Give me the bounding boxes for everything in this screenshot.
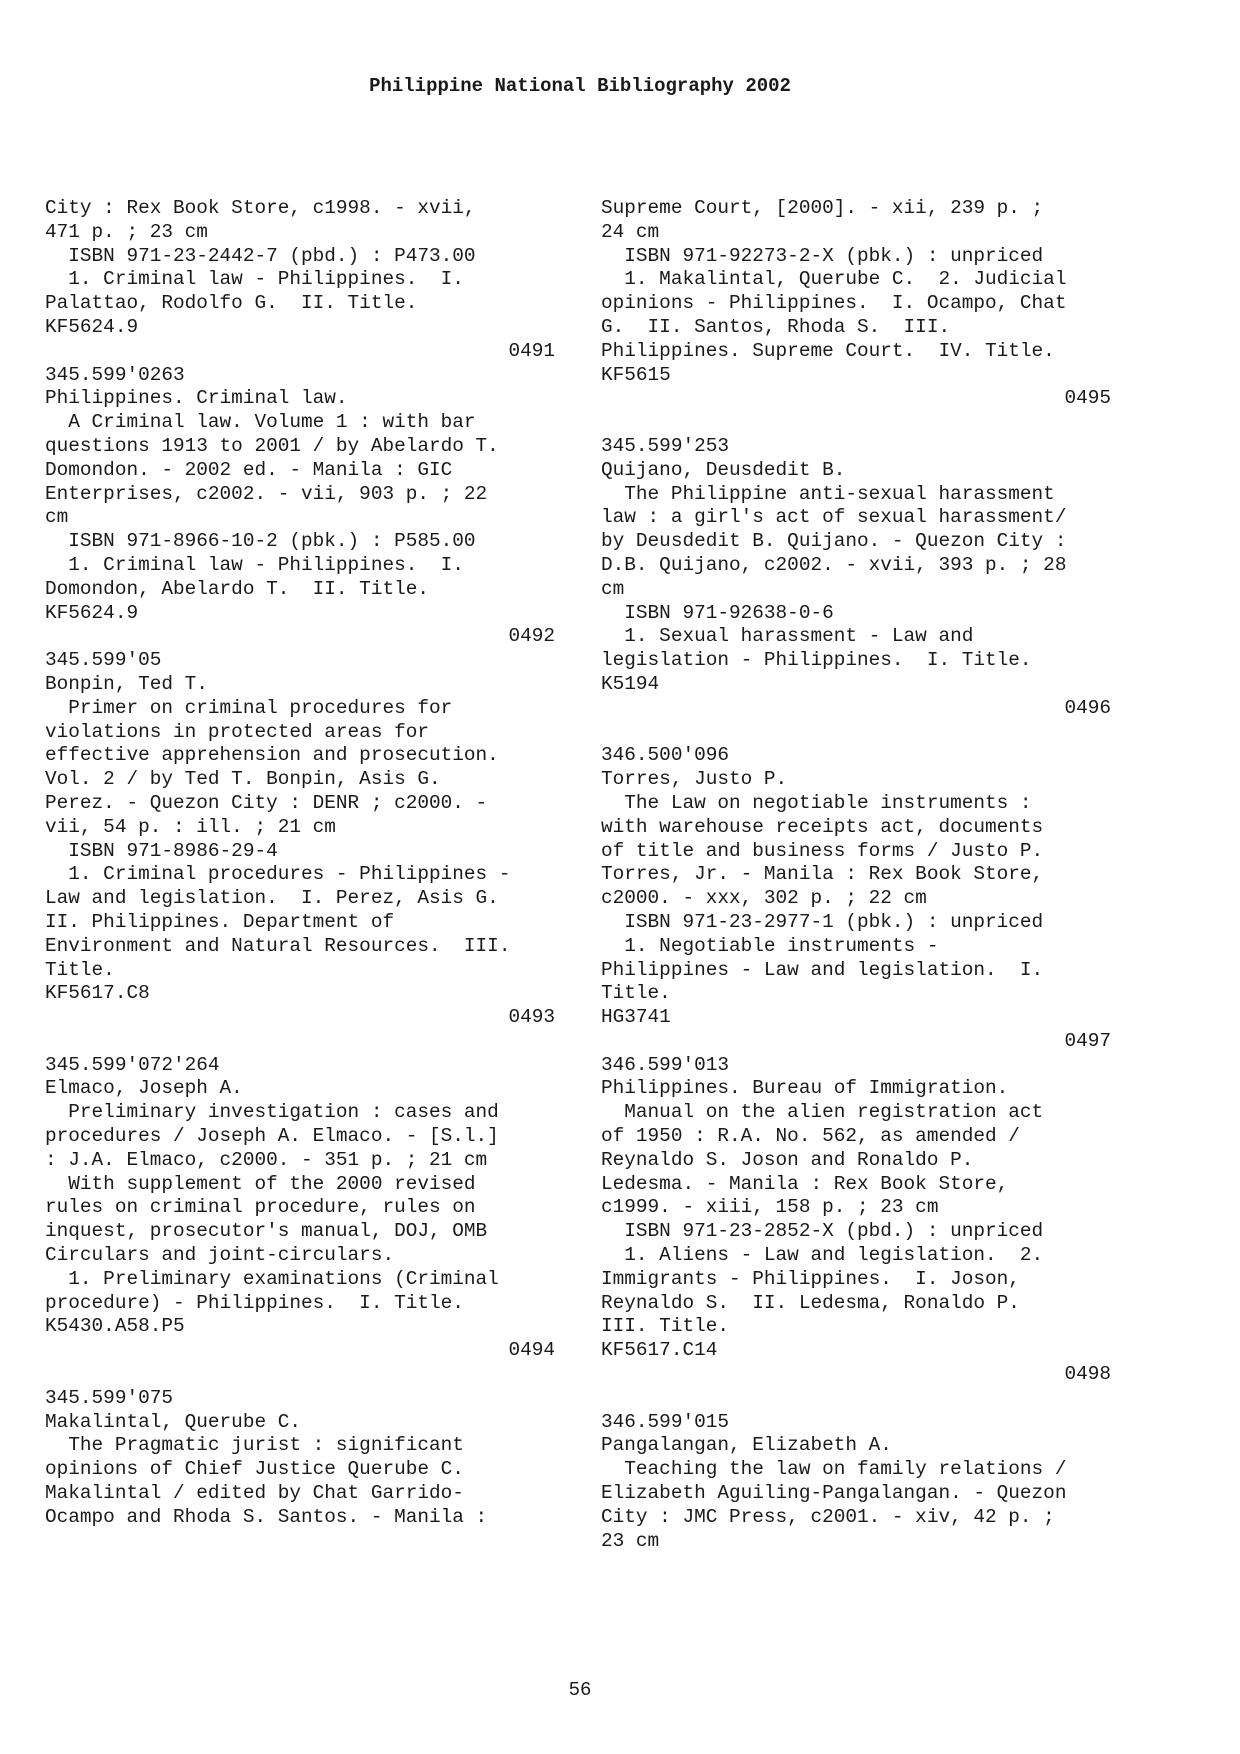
entry-line: rules on criminal procedure, rules on	[45, 1196, 476, 1219]
entry-line: II. Philippines. Department of	[45, 910, 395, 933]
entry-line: Philippines. Bureau of Immigration.	[601, 1077, 1009, 1100]
entry-line: of title and business forms / Justo P.	[601, 839, 1044, 862]
entry-line: 346.599'015	[601, 1410, 729, 1433]
entry-line: Pangalangan, Elizabeth A.	[601, 1434, 892, 1457]
entry-line: 345.599'075	[45, 1386, 173, 1409]
entry-line: Elizabeth Aguiling-Pangalangan. - Quezon	[601, 1482, 1067, 1505]
entry-line: effective apprehension and prosecution.	[45, 744, 499, 767]
entry-line: Bonpin, Ted T.	[45, 672, 208, 695]
page-title: Philippine National Bibliography 2002	[369, 75, 791, 97]
entry-line: 346.500'096	[601, 744, 729, 767]
entry-line: 1. Negotiable instruments -	[601, 934, 939, 957]
entry-line: 345.599'0263	[45, 363, 185, 386]
entry-line: 1. Criminal law - Philippines. I.	[45, 553, 464, 576]
entry-line: KF5617.C8	[45, 982, 150, 1005]
entry-line: 345.599'05	[45, 649, 162, 672]
entry-line: Elmaco, Joseph A.	[45, 1077, 243, 1100]
entry-line: cm	[601, 577, 625, 600]
entry-line: questions 1913 to 2001 / by Abelardo T.	[45, 434, 499, 457]
entry-line: 345.599'253	[601, 434, 729, 457]
entry-line: City : JMC Press, c2001. - xiv, 42 p. ;	[601, 1505, 1055, 1528]
entry-number: 0491	[508, 339, 555, 362]
entry-line: Manual on the alien registration act	[601, 1101, 1044, 1124]
entry-line: KF5615	[601, 363, 671, 386]
entry-line: 1. Aliens - Law and legislation. 2.	[601, 1244, 1044, 1267]
entry-line: procedure) - Philippines. I. Title.	[45, 1291, 464, 1314]
entry-line: Environment and Natural Resources. III.	[45, 934, 511, 957]
blank-line	[601, 721, 1111, 745]
entry-line: Philippines. Criminal law.	[45, 387, 348, 410]
entry-line: K5430.A58.P5	[45, 1315, 185, 1338]
entry-line: violations in protected areas for	[45, 720, 429, 743]
entry-number: 0495	[1064, 387, 1111, 410]
entry-line: Philippines. Supreme Court. IV. Title.	[601, 339, 1055, 362]
entry-line: Title.	[601, 982, 671, 1005]
entry-line: A Criminal law. Volume 1 : with bar	[45, 411, 476, 434]
entry-line: The Pragmatic jurist : significant	[45, 1434, 464, 1457]
entry-line: 23 cm	[601, 1529, 660, 1552]
entry-line: Immigrants - Philippines. I. Joson,	[601, 1267, 1020, 1290]
entry-line: ISBN 971-8986-29-4	[45, 839, 278, 862]
entry-line: Domondon. - 2002 ed. - Manila : GIC	[45, 458, 453, 481]
entry-line: Perez. - Quezon City : DENR ; c2000. -	[45, 791, 488, 814]
page-number: 56	[568, 1679, 592, 1701]
entry-line: Circulars and joint-circulars.	[45, 1244, 395, 1267]
entry-line: Teaching the law on family relations /	[601, 1458, 1067, 1481]
entry-line: KF5624.9	[45, 601, 139, 624]
entry-line: 1. Criminal law - Philippines. I.	[45, 268, 464, 291]
entry-line: With supplement of the 2000 revised	[45, 1172, 476, 1195]
entry-line: G. II. Santos, Rhoda S. III.	[601, 315, 951, 338]
entry-line: 1. Preliminary examinations (Criminal	[45, 1267, 499, 1290]
blank-line	[601, 1387, 1111, 1411]
entry-line: Makalintal, Querube C.	[45, 1410, 301, 1433]
entry-line: ISBN 971-8966-10-2 (pbk.) : P585.00	[45, 530, 476, 553]
entry-line: c1999. - xiii, 158 p. ; 23 cm	[601, 1196, 939, 1219]
entry-line: 1. Sexual harassment - Law and	[601, 625, 974, 648]
entry-line: cm	[45, 506, 69, 529]
entry-line: Domondon, Abelardo T. II. Title.	[45, 577, 429, 600]
entry-line: Primer on criminal procedures for	[45, 696, 453, 719]
entry-line: opinions - Philippines. I. Ocampo, Chat	[601, 292, 1067, 315]
entry-line: The Law on negotiable instruments :	[601, 791, 1032, 814]
entry-line: City : Rex Book Store, c1998. - xvii,	[45, 197, 476, 219]
blank-line	[45, 1030, 555, 1054]
entry-line: vii, 54 p. : ill. ; 21 cm	[45, 815, 336, 838]
entry-line: Law and legislation. I. Perez, Asis G.	[45, 887, 499, 910]
entry-line: with warehouse receipts act, documents	[601, 815, 1044, 838]
entry-line: Palattao, Rodolfo G. II. Title.	[45, 292, 418, 315]
entry-number: 0497	[1064, 1029, 1111, 1052]
entry-line: Ledesma. - Manila : Rex Book Store,	[601, 1172, 1009, 1195]
entry-line: Vol. 2 / by Ted T. Bonpin, Asis G.	[45, 768, 441, 791]
blank-line	[45, 1363, 555, 1387]
entry-line: of 1950 : R.A. No. 562, as amended /	[601, 1125, 1020, 1148]
entry-line: Quijano, Deusdedit B.	[601, 458, 846, 481]
entry-number: 0492	[508, 625, 555, 648]
entry-line: Torres, Justo P.	[601, 768, 788, 791]
entry-line: c2000. - xxx, 302 p. ; 22 cm	[601, 887, 927, 910]
entry-line: Torres, Jr. - Manila : Rex Book Store,	[601, 863, 1044, 886]
entry-line: 1. Makalintal, Querube C. 2. Judicial	[601, 268, 1067, 291]
entry-line: ISBN 971-92273-2-X (pbk.) : unpriced	[601, 244, 1044, 267]
entry-line: Reynaldo S. II. Ledesma, Ronaldo P.	[601, 1291, 1020, 1314]
entry-line: opinions of Chief Justice Querube C.	[45, 1458, 464, 1481]
entry-line: by Deusdedit B. Quijano. - Quezon City :	[601, 530, 1067, 553]
entry-line: ISBN 971-92638-0-6	[601, 601, 834, 624]
left-column	[45, 197, 555, 1530]
blank-line	[601, 411, 1111, 435]
right-column	[601, 197, 1111, 1553]
entry-line: Preliminary investigation : cases and	[45, 1101, 499, 1124]
entry-line: legislation - Philippines. I. Title.	[601, 649, 1032, 672]
entry-line: ISBN 971-23-2442-7 (pbd.) : P473.00	[45, 244, 476, 267]
entry-number: 0494	[508, 1339, 555, 1362]
entry-line: ISBN 971-23-2977-1 (pbk.) : unpriced	[601, 910, 1044, 933]
entry-line: Enterprises, c2002. - vii, 903 p. ; 22	[45, 482, 488, 505]
entry-line: The Philippine anti-sexual harassment	[601, 482, 1055, 505]
entry-line: law : a girl's act of sexual harassment/	[601, 506, 1067, 529]
entry-number: 0496	[1064, 696, 1111, 719]
entry-line: HG3741	[601, 1006, 671, 1029]
entry-line: Supreme Court, [2000]. - xii, 239 p. ;	[601, 197, 1044, 219]
entry-line: KF5624.9	[45, 315, 139, 338]
entry-number: 0498	[1064, 1363, 1111, 1386]
entry-line: procedures / Joseph A. Elmaco. - [S.l.]	[45, 1125, 499, 1148]
entry-line: III. Title.	[601, 1315, 729, 1338]
entry-line: KF5617.C14	[601, 1339, 718, 1362]
entry-line: 1. Criminal procedures - Philippines -	[45, 863, 511, 886]
entry-number: 0493	[508, 1006, 555, 1029]
entry-line: inquest, prosecutor's manual, DOJ, OMB	[45, 1220, 488, 1243]
entry-line: Makalintal / edited by Chat Garrido-	[45, 1482, 464, 1505]
entry-line: Title.	[45, 958, 115, 981]
entry-line: Ocampo and Rhoda S. Santos. - Manila :	[45, 1505, 488, 1528]
entry-line: D.B. Quijano, c2002. - xvii, 393 p. ; 28	[601, 553, 1067, 576]
entry-line: Philippines - Law and legislation. I.	[601, 958, 1044, 981]
entry-line: 24 cm	[601, 220, 660, 243]
entry-line: K5194	[601, 672, 660, 695]
entry-line: 346.599'013	[601, 1053, 729, 1076]
entry-line: 471 p. ; 23 cm	[45, 220, 208, 243]
entry-line: ISBN 971-23-2852-X (pbd.) : unpriced	[601, 1220, 1044, 1243]
entry-line: Reynaldo S. Joson and Ronaldo P.	[601, 1148, 974, 1171]
entry-line: : J.A. Elmaco, c2000. - 351 p. ; 21 cm	[45, 1148, 488, 1171]
entry-line: 345.599'072'264	[45, 1053, 220, 1076]
